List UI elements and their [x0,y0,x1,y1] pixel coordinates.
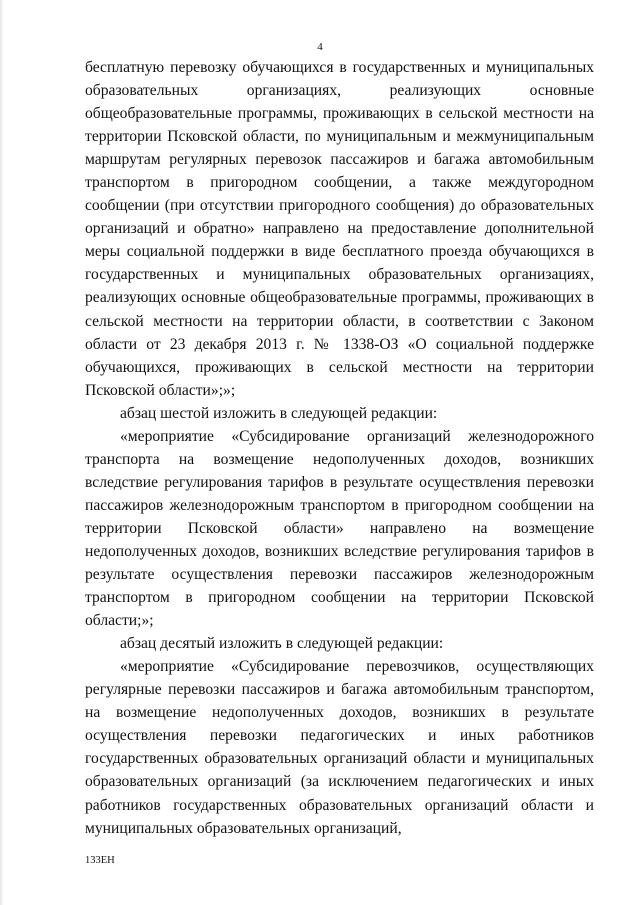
paragraph-continuation: бесплатную перевозку обучающихся в государственных и муниципальных образовательных организациях, реализующих основные общеобразовательные программы, проживающих в сельской местности на территории Псковской области, по муниципальным и межмуниципальным маршрутам регулярных перевозок пассажиров и багажа автомобильным транспортом в пригородном сообщении, а также междугородном сообщении (при отсутствии пригородного сообщения) до образовательных организаций и обратно» направлено на предоставление дополнительной меры социальной поддержки в виде бесплатного проезда обучающихся в государственных и муниципальных образовательных организациях, реализующих основные общеобразовательные программы, проживающих в сельской местности на территории области, в соответствии с Законом области от 23 декабря 2013 г. № 1338-ОЗ «О социальной поддержке обучающихся, проживающих в сельской местности на территории Псковской области»;»; [85,59,594,399]
paragraph-instruction-tenth: абзац десятый изложить в следующей редакции: [120,635,444,653]
paragraph-carrier-subsidy: «мероприятие «Субсидирование перевозчиков, осуществляющих регулярные перевозки пассажиров и багажа автомобильным транспортом, на возмещение недополученных доходов, возникших в результате осуществления перевозки педагогических и иных работников государственных образовательных организаций области и муниципальных образовательных организаций (за исключением педагогических и иных работников государственных образовательных организаций области и муниципальных образовательных организаций, [85,658,594,837]
paragraph-railway-subsidy: «мероприятие «Субсидирование организаций железнодорожного транспорта на возмещение недополученных доходов, возникших вследствие регулирования тарифов в результате осуществления перевозки пассажиров железнодорожным транспортом в пригородном сообщении на территории Псковской области» направлено на возмещение недополученных доходов, возникших вследствие регулирования тарифов в результате осуществления перевозки пассажиров железнодорожным транспортом в пригородном сообщении на территории Псковской области;»; [85,427,594,630]
page-number: 4 [317,41,323,53]
paragraph-instruction-sixth: абзац шестой изложить в следующей редакции: [120,404,438,422]
scan-edge [0,0,4,905]
document-code: 133ЕН [85,855,115,866]
document-body [85,56,594,840]
